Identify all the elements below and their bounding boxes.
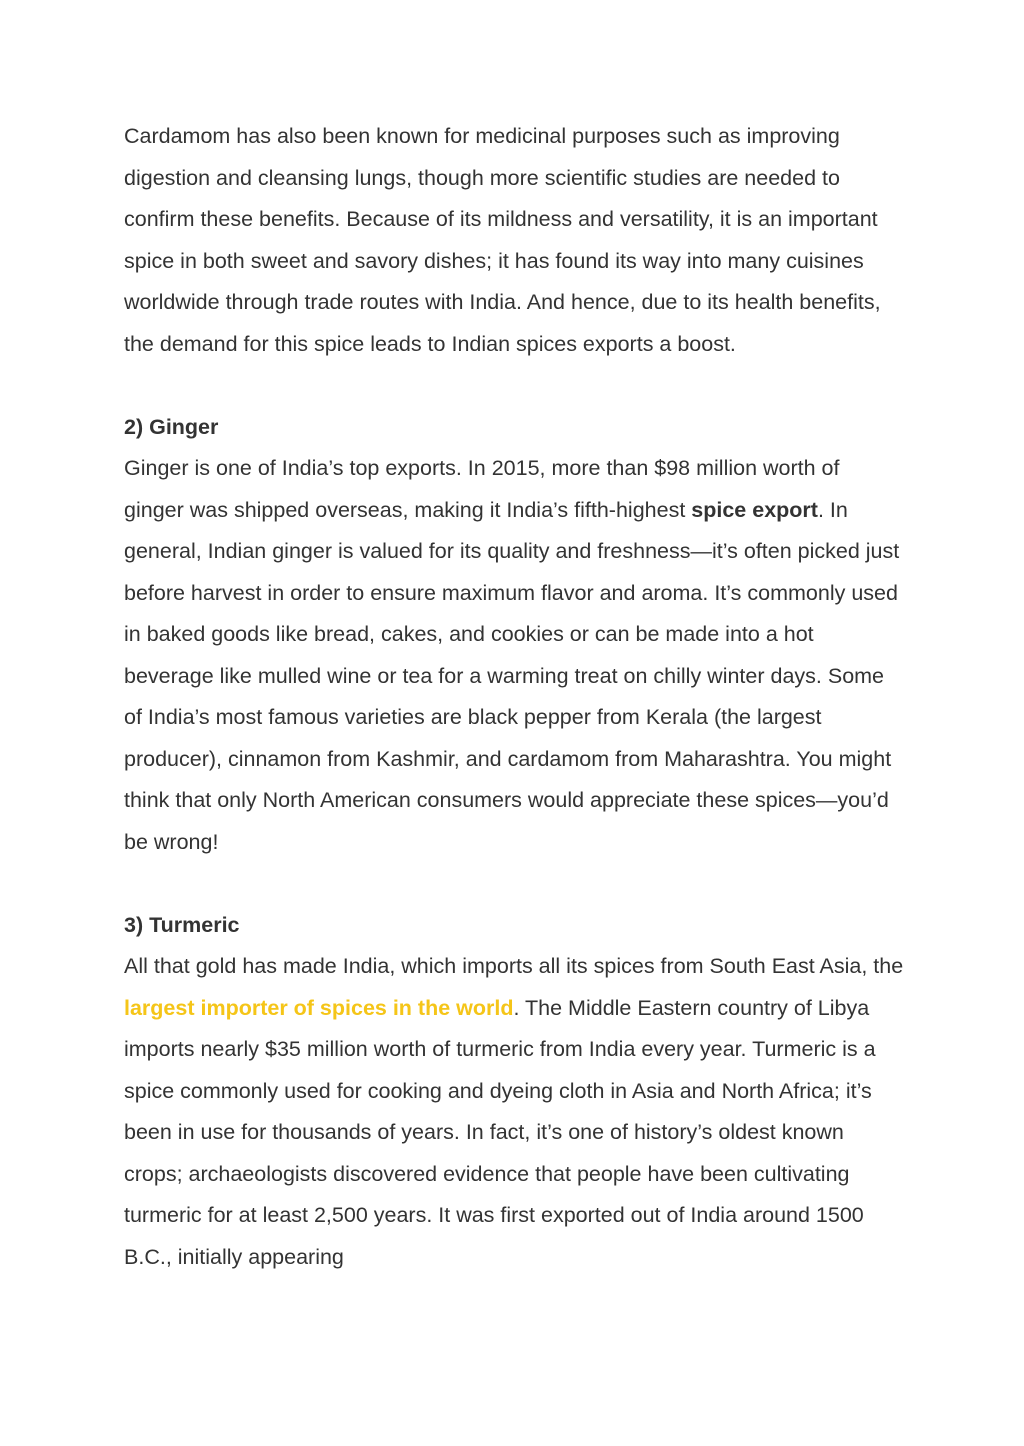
turmeric-paragraph (124, 946, 904, 1278)
turmeric-text-end: . The Middle Eastern country of Libya imports nearly $35 million worth of turmeric from India every year. Turmeric is a spice commonly used for cooking and dyeing cloth in Asia and North Africa; it’s been in use for thousands of years. In fact, it’s one of history’s oldest known crops; archaeologists discovered evidence that people have been cultivating turmeric for at least 2,500 years. It was first exported out of India around 1500 B.C., initially appearing (124, 995, 876, 1269)
ginger-text-end: . In general, Indian ginger is valued for its quality and freshness—it’s often picked just before harvest in order to ensure maximum flavor and aroma. It’s commonly used in baked goods like bread, cakes, and cookies or can be made into a hot beverage like mulled wine or tea for a warming treat on chilly winter days. Some of India’s most famous varieties are black pepper from Kerala (the largest producer), cinnamon from Kashmir, and cardamom from Maharashtra. You might think that only North American consumers would appreciate these spices—you’d be wrong! (124, 497, 900, 854)
document-page (124, 116, 904, 1278)
ginger-paragraph (124, 448, 904, 863)
paragraph-spacer (124, 365, 904, 407)
turmeric-heading: 3) Turmeric (124, 912, 240, 937)
ginger-text-start: Ginger is one of India’s top exports. In 2015, more than $98 million worth of ginger was shipped overseas, making it India’s fifth-highest (124, 456, 840, 522)
spice-export-bold: spice export (691, 497, 818, 522)
ginger-heading: 2) Ginger (124, 414, 219, 439)
turmeric-text-start: All that gold has made India, which imports all its spices from South East Asia, the (124, 954, 904, 978)
largest-importer-link[interactable]: largest importer of spices in the world (124, 995, 514, 1020)
cardamom-paragraph: Cardamom has also been known for medicinal purposes such as improving digestion and cleansing lungs, though more scientific studies are needed to confirm these benefits. Because of its mildness and versatility, it is an important spice in both sweet and savory dishes; it has found its way into many cuisines worldwide through trade routes with India. And hence, due to its health benefits, the demand for this spice leads to Indian spices exports a boost. (124, 124, 881, 356)
paragraph-spacer (124, 863, 904, 905)
